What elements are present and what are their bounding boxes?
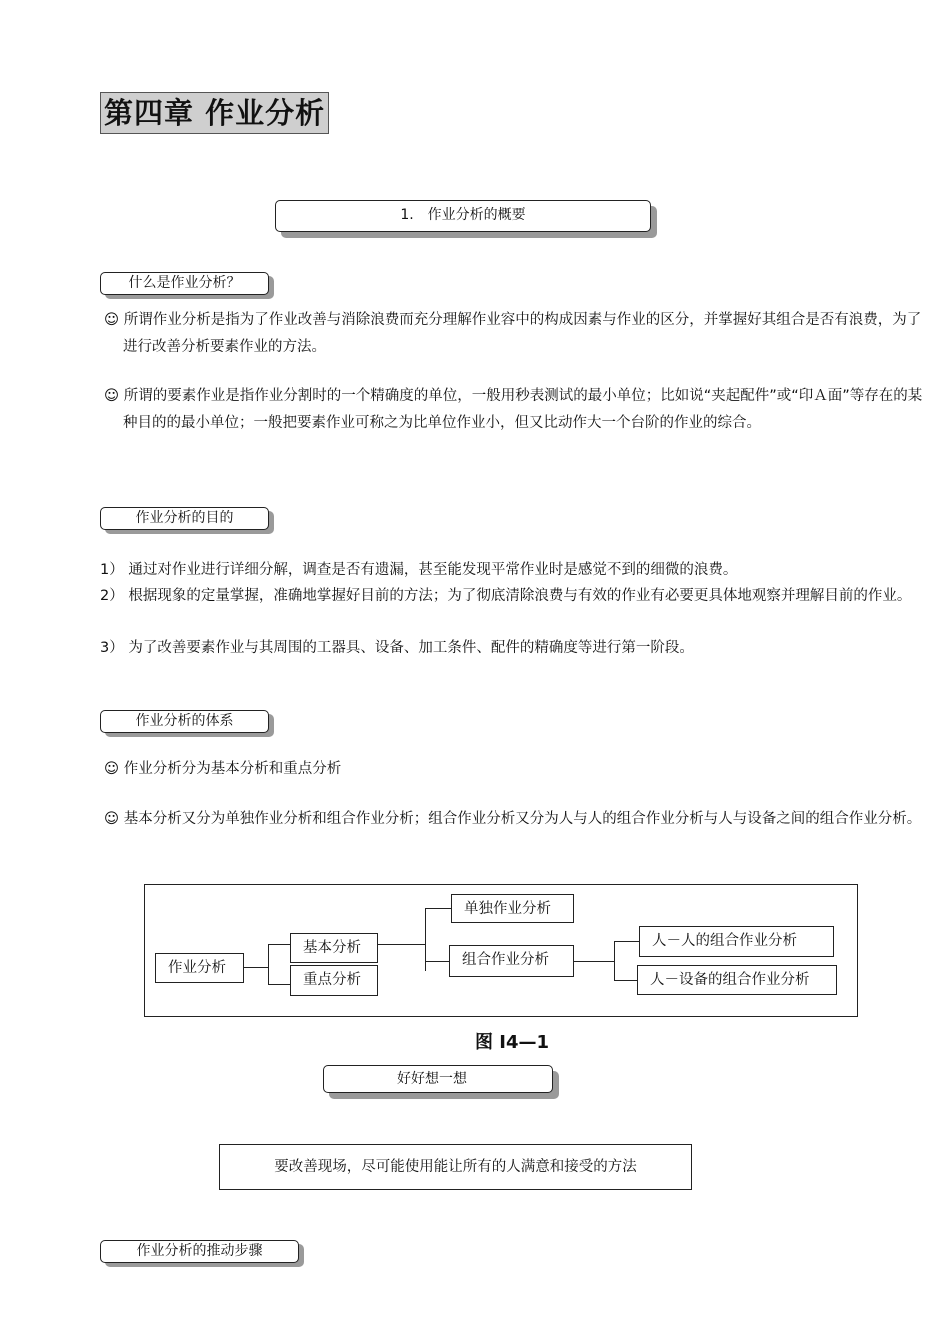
connector — [268, 944, 269, 985]
connector — [574, 961, 614, 962]
connector — [614, 941, 615, 981]
connector — [614, 980, 637, 981]
connector — [425, 908, 451, 909]
node-focus: 重点分析 — [290, 965, 378, 996]
section-heading: 1. 作业分析的概要 — [275, 200, 651, 232]
node-person-equipment: 人－设备的组合作业分析 — [637, 965, 837, 995]
purpose-item-2: 2） 根据现象的定量掌握，准确地掌握好目前的方法；为了彻底清除浪费与有效的作业有必要更具体地观察并理解目前的作业。 — [100, 588, 912, 604]
what-is-paragraph-2: ☺ 所谓的要素作业是指作业分割时的一个精确度的单位，一般用秒表测试的最小单位；比如说“夹起配件”或“印Ａ面”等存在的某种目的的最小单位；一般把要素作业可称之为比单位作业小，但又比动作大一个台阶的作业的综合。 — [104, 388, 923, 431]
node-person-person: 人－人的组合作业分析 — [639, 926, 834, 957]
steps-tag: 作业分析的推动步骤 — [100, 1240, 299, 1263]
think-quote: 要改善现场，尽可能使用能让所有的人满意和接受的方法 — [219, 1144, 692, 1190]
think-tag: 好好想一想 — [323, 1065, 553, 1093]
system-paragraph-2: ☺ 基本分析又分为单独作业分析和组合作业分析；组合作业分析又分为人与人的组合作业分析与人与设备之间的组合作业分析。 — [104, 811, 922, 827]
connector — [614, 941, 639, 942]
connector — [268, 944, 290, 945]
node-root: 作业分析 — [155, 953, 244, 983]
connector — [425, 961, 449, 962]
node-combined: 组合作业分析 — [449, 945, 574, 977]
node-basic: 基本分析 — [290, 933, 378, 963]
node-single: 单独作业分析 — [451, 894, 574, 923]
analysis-tree-diagram — [144, 884, 858, 1017]
connector — [268, 984, 290, 985]
figure-caption: 图 I4—1 — [475, 1032, 550, 1053]
system-paragraph-1: ☺ 作业分析分为基本分析和重点分析 — [104, 761, 342, 777]
purpose-tag: 作业分析的目的 — [100, 507, 269, 530]
system-tag: 作业分析的体系 — [100, 710, 269, 733]
what-is-tag: 什么是作业分析？ — [100, 272, 269, 295]
purpose-item-3: 3） 为了改善要素作业与其周围的工器具、设备、加工条件、配件的精确度等进行第一阶段。 — [100, 640, 694, 656]
connector — [378, 944, 425, 945]
purpose-item-1: 1） 通过对作业进行详细分解，调查是否有遗漏，甚至能发现平常作业时是感觉不到的细微的浪费。 — [100, 562, 738, 578]
what-is-paragraph-1: ☺ 所谓作业分析是指为了作业改善与消除浪费而充分理解作业容中的构成因素与作业的区分，并掌握好其组合是否有浪费，为了进行改善分析要素作业的方法。 — [104, 312, 922, 355]
chapter-title: 第四章 作业分析 — [100, 92, 329, 134]
connector — [244, 967, 268, 968]
